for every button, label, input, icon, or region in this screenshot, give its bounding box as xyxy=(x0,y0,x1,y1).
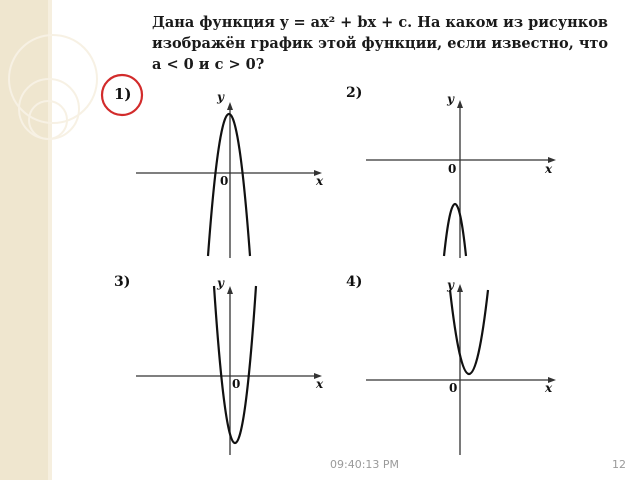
graph-4-y-label: y xyxy=(447,278,454,292)
slide-number: 12 xyxy=(612,458,626,471)
graph-3-y-label: y xyxy=(217,276,224,290)
graph-4-y-arrow xyxy=(457,284,463,292)
graph-1-y-label: y xyxy=(217,90,224,104)
graph-2-y-arrow xyxy=(457,100,463,108)
slide-timestamp: 09:40:13 PM xyxy=(330,458,400,471)
graph-4 xyxy=(366,284,556,455)
graph-2 xyxy=(366,100,556,258)
graph-4-x-label: x xyxy=(545,381,553,395)
graph-3-origin-label: 0 xyxy=(232,377,241,391)
graph-3 xyxy=(136,286,322,455)
option-label-2[interactable]: 2) xyxy=(346,85,363,101)
option-label-3[interactable]: 3) xyxy=(114,274,131,290)
graph-1 xyxy=(136,102,322,258)
graph-3-x-label: x xyxy=(316,377,324,391)
graph-2-x-label: x xyxy=(545,162,553,176)
graph-3-parabola xyxy=(214,286,256,443)
question-line-3: a < 0 и c > 0? xyxy=(152,56,265,73)
graph-3-y-arrow xyxy=(227,286,233,294)
graph-1-y-arrow xyxy=(227,102,233,110)
option-label-1[interactable]: 1) xyxy=(114,85,132,103)
graph-1-parabola xyxy=(208,114,250,256)
option-label-4[interactable]: 4) xyxy=(346,274,363,290)
graph-2-origin-label: 0 xyxy=(448,162,457,176)
graph-2-parabola xyxy=(444,204,466,256)
graph-4-origin-label: 0 xyxy=(449,381,458,395)
graph-4-parabola xyxy=(450,290,488,374)
graph-1-origin-label: 0 xyxy=(220,174,229,188)
graph-1-x-label: x xyxy=(316,174,324,188)
graph-2-y-label: y xyxy=(447,92,454,106)
question-line-2: изображён график этой функции, если известно, что xyxy=(152,35,609,52)
question-line-1: Дана функция y = ax² + bx + c. На каком из рисунков xyxy=(152,14,608,31)
